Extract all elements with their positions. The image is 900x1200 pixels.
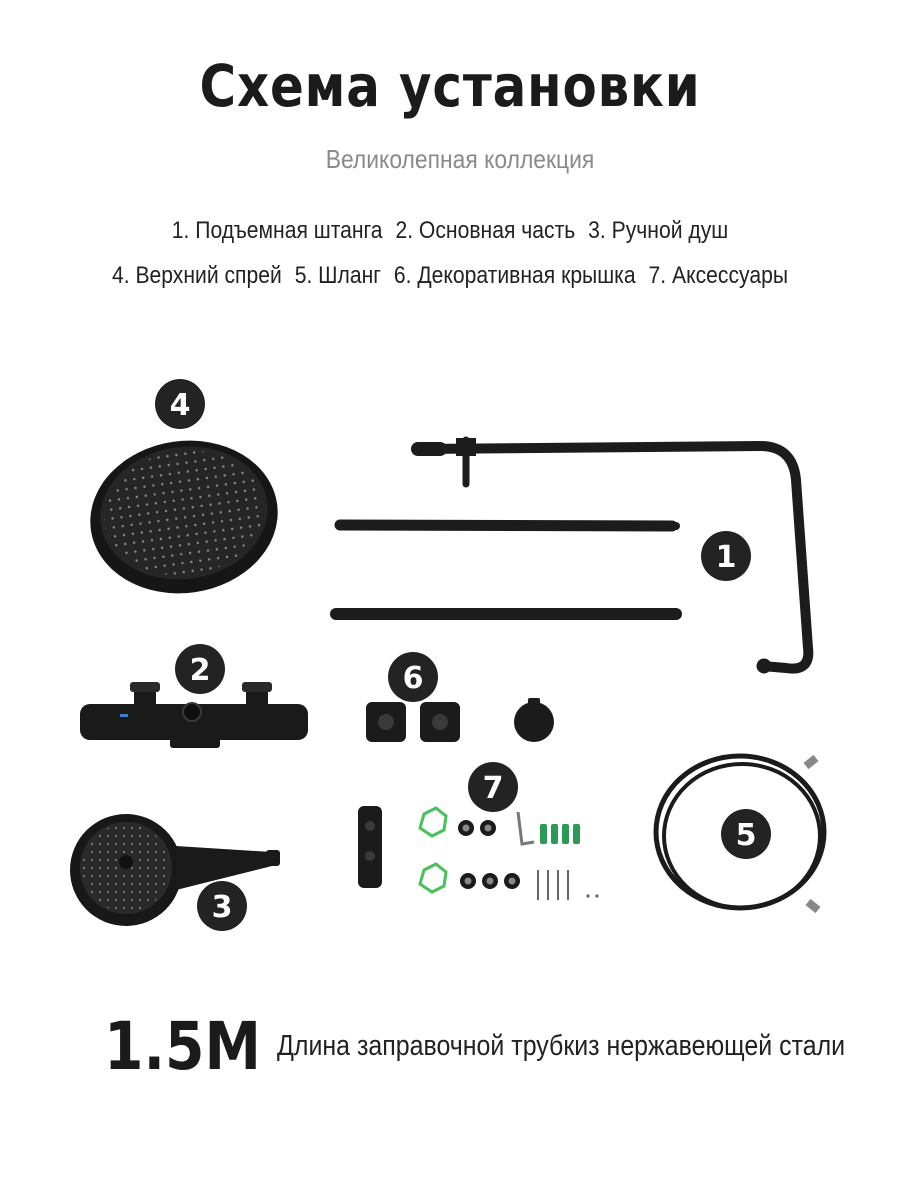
hose-length-note xyxy=(104,1008,900,1088)
hand-shower xyxy=(70,814,280,926)
badge-6-label: 6 xyxy=(402,661,424,696)
rain-shower-head xyxy=(80,429,287,606)
legend-item-hand-shower: 3. Ручной душ xyxy=(588,217,729,244)
page-title: Схема установки xyxy=(199,52,701,120)
legend-item-main-body: 2. Основная часть xyxy=(395,217,576,244)
badge-4 xyxy=(155,379,205,429)
badge-7-label: 7 xyxy=(482,771,504,806)
decorative-covers xyxy=(366,698,554,742)
badge-1 xyxy=(701,531,751,581)
legend-item-hose: 5. Шланг xyxy=(294,262,381,289)
badge-3-label: 3 xyxy=(211,890,233,925)
page-subtitle: Великолепная коллекция xyxy=(325,144,595,174)
legend-item-top-spray: 4. Верхний спрей xyxy=(111,262,282,289)
badge-2-label: 2 xyxy=(189,653,211,688)
hose-length-value: 1.5M xyxy=(104,1008,262,1085)
badge-5 xyxy=(721,809,771,859)
accessories xyxy=(358,806,599,900)
legend-item-decorative-cover: 6. Декоративная крышка xyxy=(393,262,636,289)
legend-item-accessories: 7. Аксессуары xyxy=(648,262,789,289)
badge-1-label: 1 xyxy=(715,540,737,575)
badge-3 xyxy=(197,881,247,931)
hose-length-description: Длина заправочной трубкиз нержавеющей стали xyxy=(277,1030,846,1062)
badge-2 xyxy=(175,644,225,694)
badge-6 xyxy=(388,652,438,702)
badge-4-label: 4 xyxy=(169,388,191,423)
legend-item-lift-bar: 1. Подъемная штанга xyxy=(171,217,383,244)
badge-7 xyxy=(468,762,518,812)
badge-5-label: 5 xyxy=(735,818,757,853)
